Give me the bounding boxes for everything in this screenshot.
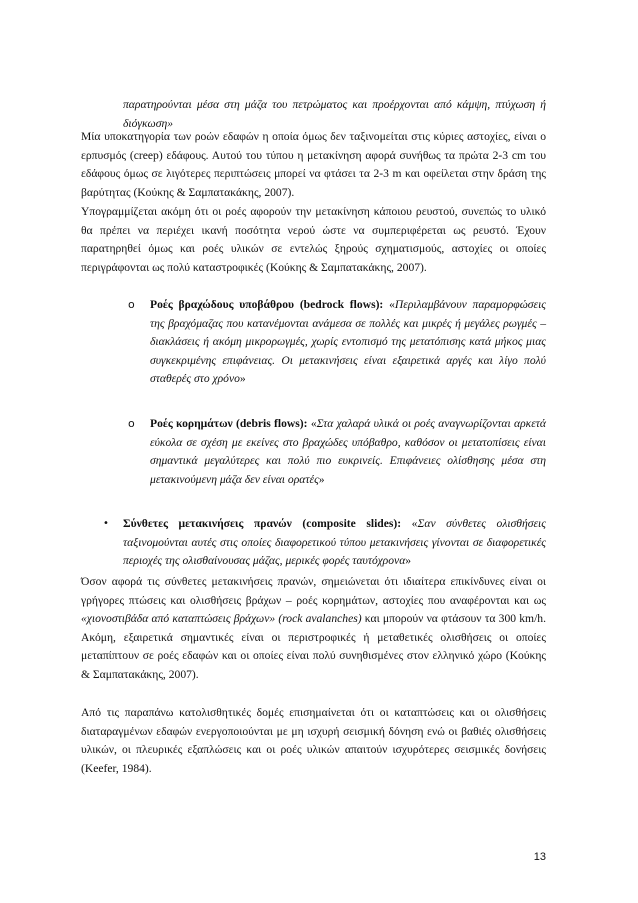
sub-item-debris-flows bbox=[128, 415, 547, 489]
sub-item-definition: Περιλαμβάνουν παραμορφώσεις της βραχόμαζας που κατανέμονται ανάμεσα σε πολλές και μικρές ή μεγάλες ρωγμές – διακλάσεις ή ακόμη μικρορωγμές, χωρίς εντοπισμό της μετατόπισης κατά μήκος μιας συγκεκριμένης επιφάνειας. Οι μετακινήσεις είναι εξαιρετικά αργές και λίγο πολύ σταθερές στο χρόνο bbox=[150, 298, 546, 386]
page-number: 13 bbox=[533, 851, 546, 863]
paragraph-seismic: Από τις παραπάνω κατολισθητικές δομές επισημαίνεται ότι οι καταπτώσεις και οι ολισθήσεις διαταραγμένων εδαφών ενεργοποιούνται με μη ισχυρή σεισμική δόνηση ενώ οι βαθιές ολισθήσεις υλικών, οι πλευρικές εξαπλώσεις και οι ροές υλικών απαιτούν ισχυρότερες σεισμικές δονήσεις (Keefer, 1984). bbox=[81, 706, 546, 775]
paragraph-composite-part1: Όσον αφορά τις σύνθετες μετακινήσεις πρανών, σημειώνεται ότι ιδιαίτερα επικίνδυνες είναι οι γρήγορες πτώσεις και ολισθήσεις βράχων – ροές κορημάτων, αστοχίες που αναφέρονται και ως bbox=[81, 575, 546, 607]
bullet-item-composite-slides bbox=[103, 515, 546, 571]
sub-item-bedrock-flows bbox=[128, 296, 546, 389]
bullet-item-definition: Σαν σύνθετες ολισθήσεις ταξινομούνται αυτές στις οποίες διαφορετικού τύπου μετακινήσεις γίνονται σε διαφορετικές περιοχές της ολισθαίνουσας μάζας, μερικές φορές ταυτόχρονα bbox=[123, 517, 546, 568]
bullet-item-term: Σύνθετες μετακινήσεις πρανών (composite slides): bbox=[123, 517, 402, 530]
sub-item-term: Ροές βραχώδους υποβάθρου (bedrock flows): bbox=[150, 298, 384, 311]
sub-item-open-quote: « bbox=[307, 417, 317, 430]
sub-item-close-quote: » bbox=[239, 372, 246, 386]
sub-item-open-quote: « bbox=[383, 298, 395, 311]
sub-item-marker: o bbox=[128, 417, 135, 430]
bullet-marker: • bbox=[103, 518, 109, 529]
sub-item-close-quote: » bbox=[318, 472, 325, 486]
sub-item-term: Ροές κορημάτων (debris flows): bbox=[150, 417, 308, 430]
sub-item-marker: o bbox=[128, 298, 135, 311]
sub-item-definition: Στα χαλαρά υλικά οι ροές αναγνωρίζονται αρκετά εύκολα σε σχέση με εκείνες στο βραχώδες υπόβαθρο, καθόσον οι μετατοπίσεις είναι σημαντικά μεγαλύτερες και πολύ πιο ευκρινείς. Επιφάνειες ολίσθησης μέσα στη μετακινούμενη μάζα δεν είναι ορατές bbox=[150, 417, 547, 486]
bullet-item-close-quote: » bbox=[405, 554, 412, 568]
paragraph-composite-part2: και μπορούν να φτάσουν τα 300 km/h. Ακόμη, εξαιρετικά σημαντικές είναι οι περιστροφικές ή μεταθετικές ολισθήσεις οι οποίες μεταπίπτουν σε ροές εδαφών και οι οποίες είναι πολύ συνηθισμένες στον ελληνικό χώρο (Κούκης & Σαμπατακάκης, 2007). bbox=[81, 612, 546, 681]
paragraph-fluid-flows: Υπογραμμίζεται ακόμη ότι οι ροές αφορούν την μετακίνηση κάποιου ρευστού, συνεπώς το υλικό θα πρέπει να περιέχει ικανή ποσότητα νερού ώστε να συμπεριφέρεται ως ρευστό. Έχουν παρατηρηθεί όμως και ροές υλικών σε εντελώς ξηρούς σχηματισμούς, αστοχίες οι οποίες περιγράφονται ως πολύ καταστροφικές (Κούκης & Σαμπατακάκης, 2007). bbox=[81, 205, 546, 274]
quote-continuation: παρατηρούνται μέσα στη μάζα του πετρώματος και προέρχονται από κάμψη, πτύχωση ή διόγκωση» bbox=[123, 98, 546, 130]
paragraph-composite-italic: «χιονοστιβάδα από καταπτώσεις βράχων» (rock avalanches) bbox=[81, 612, 362, 626]
paragraph-creep: Μία υποκατηγορία των ροών εδαφών η οποία όμως δεν ταξινομείται στις κύριες αστοχίες, είναι ο ερπυσμός (creep) εδάφους. Αυτού του τύπου η μετακίνηση αφορά συνήθως τα πρώτα 2-3 cm του εδάφους όμως σε λιγότερες περιπτώσεις μπορεί να φτάσει τα 2-3 m και οφείλεται στην δράση της βαρύτητας (Κούκης & Σαμπατακάκης, 2007). bbox=[81, 130, 546, 199]
bullet-item-open-quote: « bbox=[401, 517, 418, 530]
paragraph-composite-movements bbox=[81, 573, 546, 685]
